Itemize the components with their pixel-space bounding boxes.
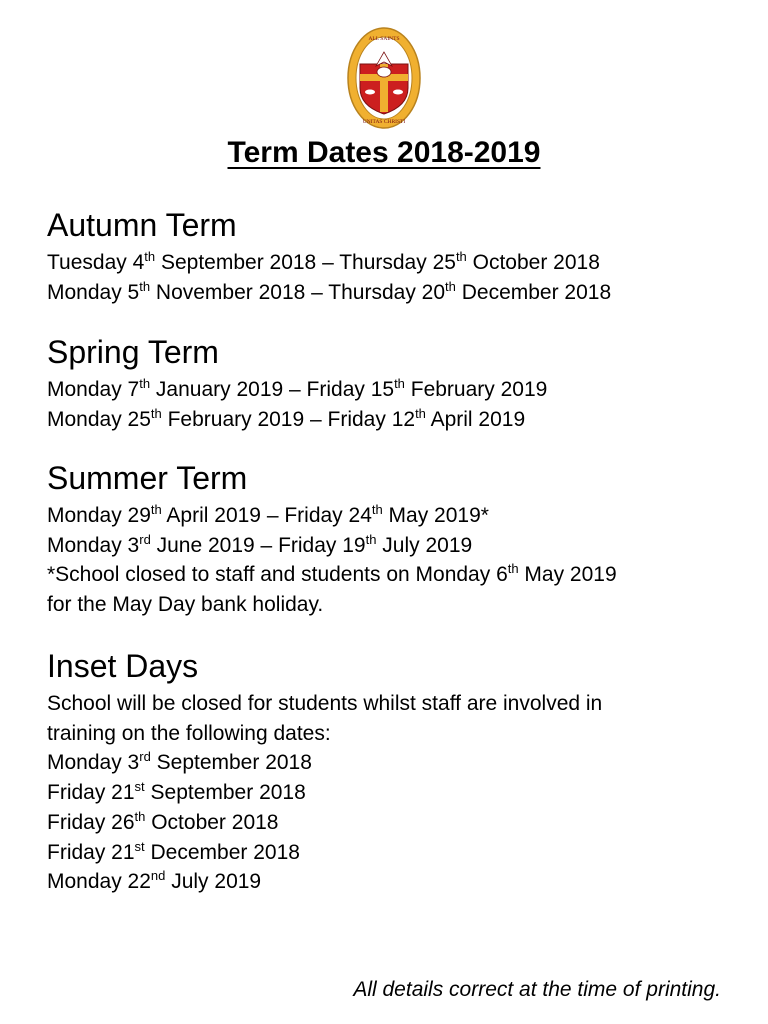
date-line: [47, 405, 737, 435]
line-text: Friday 21: [47, 781, 135, 805]
line-text: February 2019: [404, 378, 548, 401]
line-text: September 2018: [150, 751, 312, 775]
ordinal-suffix: st: [134, 838, 145, 854]
date-line: [47, 689, 737, 719]
line-text: May 2019*: [382, 504, 489, 527]
ordinal-suffix: th: [394, 376, 405, 391]
line-text: October 2018: [145, 810, 279, 834]
page-title: Term Dates 2018-2019: [227, 136, 541, 169]
date-line: [47, 278, 737, 308]
section-heading: Autumn Term: [47, 207, 237, 243]
ordinal-suffix: th: [150, 405, 162, 421]
section-autumn-term: [47, 206, 737, 307]
line-text: April 2019 – Friday 24: [161, 504, 372, 527]
date-line: [47, 748, 737, 778]
ordinal-suffix: th: [445, 278, 456, 294]
line-text: Monday 22: [47, 870, 151, 894]
line-text: September 2018 – Thursday 25: [155, 251, 456, 274]
line-text: February 2019 – Friday 12: [161, 407, 416, 431]
line-text: January 2019 – Friday 15: [150, 378, 395, 401]
ordinal-suffix: th: [507, 561, 519, 577]
section-heading: Spring Term: [47, 334, 219, 370]
ordinal-suffix: nd: [150, 868, 166, 884]
ordinal-suffix: st: [134, 779, 145, 795]
line-text: Monday 3: [47, 751, 140, 775]
date-line: [47, 248, 737, 278]
line-text: December 2018: [144, 840, 300, 864]
date-line: [47, 560, 737, 590]
line-text: Monday 5: [47, 280, 140, 304]
section-inset-days: [47, 647, 737, 897]
line-text: School will be closed for students whilst staff are involved in: [47, 692, 603, 715]
section-summer-term: [47, 459, 737, 620]
line-text: April 2019: [425, 407, 526, 431]
line-text: December 2018: [455, 280, 612, 304]
section-heading: Summer Term: [47, 460, 248, 496]
line-text: for the May Day bank holiday.: [47, 593, 324, 617]
line-text: September 2018: [144, 781, 306, 805]
ordinal-suffix: th: [415, 405, 426, 421]
ordinal-suffix: th: [150, 502, 162, 517]
date-line: [47, 838, 737, 868]
date-line: [47, 867, 737, 897]
line-text: July 2019: [165, 870, 262, 894]
svg-text:ALL SAINTS: ALL SAINTS: [368, 36, 400, 42]
svg-text:UNITAS CHRISTI: UNITAS CHRISTI: [362, 119, 406, 125]
section-lines: [47, 689, 737, 897]
line-text: June 2019 – Friday 19: [150, 533, 366, 557]
line-text: May 2019: [518, 563, 617, 587]
section-lines: [47, 501, 737, 620]
date-line: [47, 375, 737, 405]
line-text: November 2018 – Thursday 20: [150, 280, 446, 304]
line-text: Tuesday 4: [47, 251, 145, 274]
ordinal-suffix: th: [134, 808, 146, 824]
date-line: [47, 719, 737, 749]
ordinal-suffix: th: [365, 531, 377, 547]
line-text: Monday 7: [47, 378, 140, 401]
ordinal-suffix: th: [139, 376, 151, 391]
date-line: [47, 501, 737, 531]
date-line: [47, 808, 737, 838]
section-lines: [47, 248, 737, 307]
line-text: Monday 3: [47, 533, 140, 557]
line-text: training on the following dates:: [47, 721, 331, 745]
line-text: July 2019: [376, 533, 473, 557]
line-text: October 2018: [466, 251, 600, 274]
ordinal-suffix: th: [455, 249, 467, 264]
section-heading: Inset Days: [47, 648, 199, 684]
ordinal-suffix: rd: [139, 749, 151, 765]
line-text: Friday 21: [47, 840, 135, 864]
date-line: [47, 531, 737, 561]
line-text: Monday 29: [47, 504, 151, 527]
school-crest-logo: [346, 26, 422, 130]
date-line: [47, 778, 737, 808]
line-text: *School closed to staff and students on Monday 6: [47, 563, 508, 587]
ordinal-suffix: th: [139, 278, 151, 294]
footer-note: All details correct at the time of printing.: [353, 978, 721, 1001]
line-text: Friday 26: [47, 810, 135, 834]
ordinal-suffix: th: [371, 502, 383, 517]
date-line: [47, 590, 737, 620]
section-spring-term: [47, 333, 737, 434]
ordinal-suffix: th: [144, 249, 156, 264]
ordinal-suffix: rd: [139, 531, 151, 547]
line-text: Monday 25: [47, 407, 151, 431]
section-lines: [47, 375, 737, 434]
